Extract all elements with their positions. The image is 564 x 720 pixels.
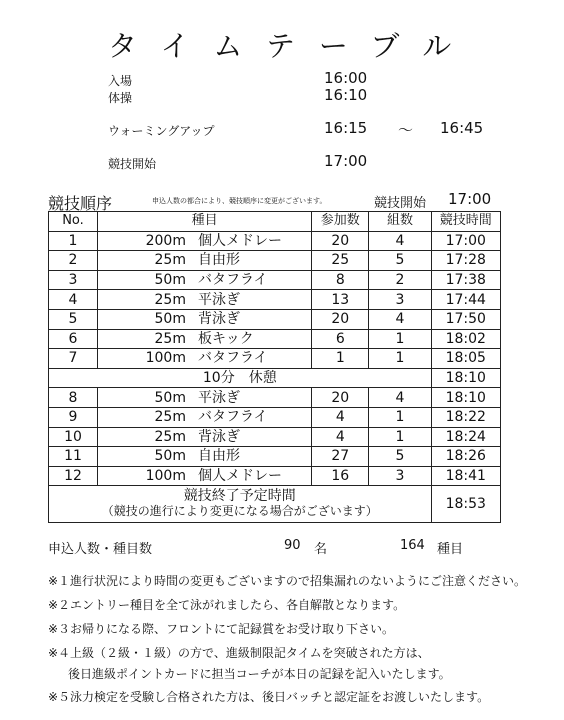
event-stroke: 平泳ぎ: [197, 291, 240, 308]
start-time: 17:00: [324, 152, 368, 170]
event-distance: 25m: [154, 291, 186, 308]
event-wrap: [98, 428, 311, 446]
row-entries: 20: [312, 388, 369, 408]
table-body-first: [49, 231, 501, 368]
event-wrap: [98, 232, 311, 250]
exercise-time: 16:10: [324, 86, 368, 104]
row-no: 1: [49, 231, 98, 251]
note-5: ※５泳力検定を受験し合格された方は、後日バッチと認定証をお渡しいたします。: [48, 690, 490, 704]
row-no: 10: [49, 427, 98, 447]
event-stroke: 板キック: [197, 330, 254, 347]
warmup-label: ウォーミングアップ: [108, 124, 215, 138]
event-stroke: 平泳ぎ: [197, 389, 240, 406]
summary-people-unit: 名: [314, 542, 328, 557]
end-time: 18:53: [431, 486, 500, 523]
summary-events-unit: 種目: [437, 542, 464, 557]
start-label: 競技開始: [108, 157, 157, 171]
row-groups: 1: [369, 329, 431, 349]
row-event: [97, 427, 311, 447]
event-distance: 25m: [154, 330, 186, 347]
row-no: 11: [49, 447, 98, 467]
event-stroke: 個人メドレー: [197, 232, 282, 249]
row-groups: 4: [369, 231, 431, 251]
table-row: [49, 427, 501, 447]
event-distance: 100m: [145, 468, 186, 485]
table-row: [49, 231, 501, 251]
order-start-label: 競技開始: [374, 196, 427, 211]
page-title: タイムテーブル: [108, 29, 476, 63]
row-groups: 4: [369, 309, 431, 329]
row-groups: 2: [369, 270, 431, 290]
row-event: [97, 349, 311, 369]
row-no: 2: [49, 251, 98, 271]
table-header-row: [49, 212, 501, 232]
row-groups: 4: [369, 388, 431, 408]
break-section: [49, 368, 501, 388]
row-no: 7: [49, 349, 98, 369]
note-3: ※３お帰りになる際、フロントにて記録賞をお受け取り下さい。: [48, 622, 395, 636]
table-row: [49, 329, 501, 349]
note-1: ※１進行状況により時間の変更もございますので招集漏れのないようにご注意ください。: [48, 574, 527, 588]
row-time: 18:22: [431, 407, 500, 427]
entry-time: 16:00: [324, 69, 368, 87]
row-event: [97, 290, 311, 310]
row-entries: 20: [312, 309, 369, 329]
row-entries: 20: [312, 231, 369, 251]
row-no: 12: [49, 466, 98, 486]
row-groups: 1: [369, 407, 431, 427]
summary-label: 申込人数・種目数: [48, 542, 153, 557]
row-time: 17:44: [431, 290, 500, 310]
summary-people: 90: [284, 538, 301, 553]
event-stroke: 自由形: [197, 448, 240, 465]
header-entries: 参加数: [312, 212, 369, 232]
table-row: [49, 447, 501, 467]
warmup-separator: ～: [398, 121, 414, 139]
end-label: 競技終了予定時間: [183, 488, 296, 505]
row-entries: 1: [312, 349, 369, 369]
note-4-cont: 後日進級ポイントカードに担当コーチが本日の記録を記入いたします。: [56, 667, 451, 681]
event-stroke: 背泳ぎ: [197, 428, 240, 445]
break-row: [49, 368, 501, 388]
row-time: 18:10: [431, 388, 500, 408]
table-body-second: [49, 388, 501, 486]
event-distance: 100m: [145, 350, 186, 367]
row-no: 3: [49, 270, 98, 290]
row-entries: 4: [312, 427, 369, 447]
event-wrap: [98, 389, 311, 407]
row-entries: 25: [312, 251, 369, 271]
event-wrap: [98, 467, 311, 485]
event-wrap: [98, 291, 311, 309]
event-wrap: [98, 251, 311, 269]
row-entries: 13: [312, 290, 369, 310]
row-no: 9: [49, 407, 98, 427]
table-row: [49, 466, 501, 486]
header-time: 競技時間: [431, 212, 500, 232]
note-2: ※２エントリー種目を全て泳がれましたら、各自解散となります。: [48, 598, 406, 612]
break-time: 18:10: [431, 368, 500, 388]
row-groups: 3: [369, 290, 431, 310]
row-time: 18:41: [431, 466, 500, 486]
row-no: 5: [49, 309, 98, 329]
event-wrap: [98, 330, 311, 348]
row-entries: 4: [312, 407, 369, 427]
event-distance: 50m: [154, 389, 186, 406]
row-entries: 27: [312, 447, 369, 467]
row-event: [97, 407, 311, 427]
row-time: 18:24: [431, 427, 500, 447]
event-stroke: バタフライ: [197, 409, 268, 426]
row-time: 18:26: [431, 447, 500, 467]
row-time: 17:38: [431, 270, 500, 290]
row-entries: 8: [312, 270, 369, 290]
order-title: 競技順序: [48, 194, 113, 213]
table-row: [49, 251, 501, 271]
break-label: 10分 休憩: [49, 368, 432, 388]
event-stroke: バタフライ: [197, 350, 268, 367]
row-event: [97, 466, 311, 486]
row-groups: 5: [369, 251, 431, 271]
table-row: [49, 407, 501, 427]
row-groups: 1: [369, 427, 431, 447]
event-wrap: [98, 271, 311, 289]
row-entries: 16: [312, 466, 369, 486]
row-event: [97, 447, 311, 467]
event-wrap: [98, 408, 311, 426]
header-no: No.: [49, 212, 98, 232]
row-groups: 3: [369, 466, 431, 486]
end-section: [49, 486, 501, 523]
event-distance: 50m: [154, 311, 186, 328]
end-row: [49, 486, 501, 523]
row-no: 6: [49, 329, 98, 349]
entry-label: 入場: [108, 74, 133, 88]
warmup-end: 16:45: [440, 119, 484, 137]
event-stroke: 背泳ぎ: [197, 311, 240, 328]
order-start-time: 17:00: [448, 190, 492, 208]
row-event: [97, 309, 311, 329]
event-distance: 200m: [145, 232, 186, 249]
timetable: [48, 211, 501, 523]
row-groups: 1: [369, 349, 431, 369]
event-stroke: 個人メドレー: [197, 468, 282, 485]
row-event: [97, 270, 311, 290]
event-wrap: [98, 447, 311, 465]
summary-events: 164: [400, 538, 425, 553]
table-row: [49, 290, 501, 310]
row-entries: 6: [312, 329, 369, 349]
row-time: 18:05: [431, 349, 500, 369]
event-distance: 50m: [154, 272, 186, 289]
event-distance: 50m: [154, 448, 186, 465]
table-row: [49, 270, 501, 290]
row-time: 18:02: [431, 329, 500, 349]
row-no: 8: [49, 388, 98, 408]
end-label-cell: [49, 486, 432, 523]
header-groups: 組数: [369, 212, 431, 232]
header-event: 種目: [97, 212, 311, 232]
row-time: 17:50: [431, 309, 500, 329]
exercise-label: 体操: [108, 91, 133, 105]
event-stroke: 自由形: [197, 252, 240, 269]
event-distance: 25m: [154, 428, 186, 445]
event-stroke: バタフライ: [197, 272, 268, 289]
row-event: [97, 251, 311, 271]
row-event: [97, 388, 311, 408]
table-row: [49, 349, 501, 369]
row-no: 4: [49, 290, 98, 310]
row-time: 17:00: [431, 231, 500, 251]
event-wrap: [98, 349, 311, 367]
table-row: [49, 309, 501, 329]
warmup-start: 16:15: [324, 119, 368, 137]
event-wrap: [98, 310, 311, 328]
table-row: [49, 388, 501, 408]
event-distance: 25m: [154, 252, 186, 269]
order-note: 申込人数の都合により、競技順序に変更がございます。: [152, 197, 327, 205]
end-note: （競技の進行により変更になる場合がございます）: [101, 504, 378, 519]
event-distance: 25m: [154, 409, 186, 426]
note-4: ※４上級（２級・１級）の方で、進級制限記タイムを突破された方は、: [48, 646, 430, 660]
row-event: [97, 329, 311, 349]
row-groups: 5: [369, 447, 431, 467]
row-event: [97, 231, 311, 251]
row-time: 17:28: [431, 251, 500, 271]
